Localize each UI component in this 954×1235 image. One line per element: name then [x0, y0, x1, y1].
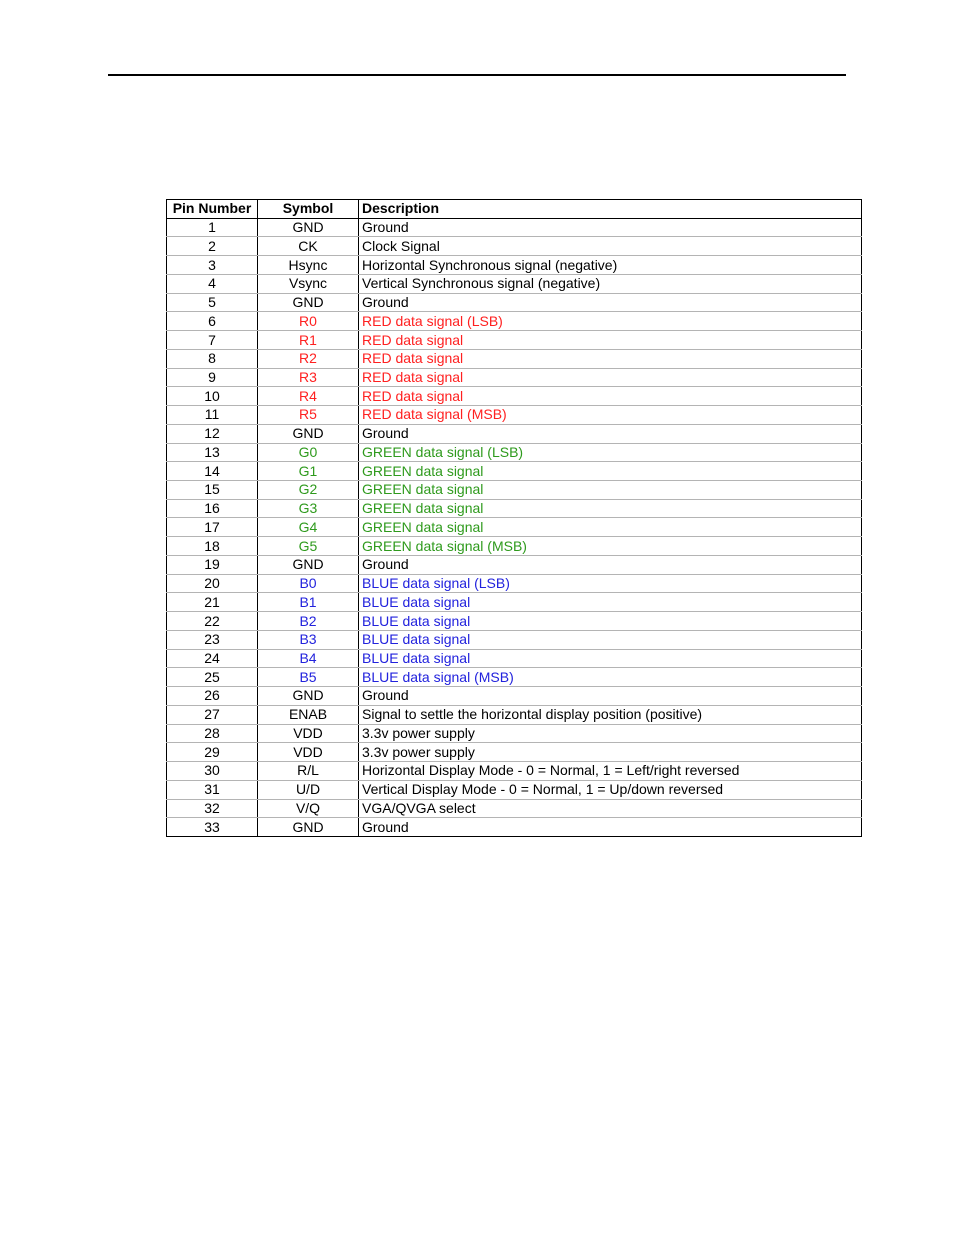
pin-number-cell: 24: [167, 649, 258, 668]
table-row: [167, 387, 862, 406]
description-cell: GREEN data signal: [359, 518, 862, 537]
description-cell: Ground: [359, 555, 862, 574]
description-cell: GREEN data signal: [359, 499, 862, 518]
description-cell: Horizontal Synchronous signal (negative): [359, 256, 862, 275]
pin-number-cell: 31: [167, 780, 258, 799]
description-cell: Ground: [359, 293, 862, 312]
symbol-cell: CK: [258, 237, 359, 256]
symbol-cell: R2: [258, 349, 359, 368]
table-row: [167, 518, 862, 537]
pin-number-cell: 26: [167, 687, 258, 706]
table-row: [167, 256, 862, 275]
table-row: [167, 668, 862, 687]
symbol-cell: G3: [258, 499, 359, 518]
table-row: [167, 630, 862, 649]
symbol-cell: G2: [258, 481, 359, 500]
table-row: [167, 481, 862, 500]
table-row: [167, 331, 862, 350]
pin-number-cell: 18: [167, 537, 258, 556]
pin-number-cell: 3: [167, 256, 258, 275]
description-cell: VGA/QVGA select: [359, 799, 862, 818]
pin-number-cell: 19: [167, 555, 258, 574]
description-cell: Vertical Synchronous signal (negative): [359, 274, 862, 293]
pin-number-cell: 15: [167, 481, 258, 500]
pin-number-cell: 5: [167, 293, 258, 312]
header-symbol: Symbol: [258, 200, 359, 219]
description-cell: Clock Signal: [359, 237, 862, 256]
description-cell: Ground: [359, 687, 862, 706]
description-cell: GREEN data signal (MSB): [359, 537, 862, 556]
pin-number-cell: 9: [167, 368, 258, 387]
description-cell: GREEN data signal (LSB): [359, 443, 862, 462]
symbol-cell: B2: [258, 612, 359, 631]
table-row: [167, 743, 862, 762]
description-cell: GREEN data signal: [359, 481, 862, 500]
description-cell: BLUE data signal: [359, 593, 862, 612]
pin-number-cell: 4: [167, 274, 258, 293]
table-header-row: [167, 200, 862, 219]
table-row: [167, 818, 862, 837]
description-cell: BLUE data signal (MSB): [359, 668, 862, 687]
symbol-cell: R3: [258, 368, 359, 387]
pin-number-cell: 7: [167, 331, 258, 350]
table-row: [167, 649, 862, 668]
symbol-cell: R0: [258, 312, 359, 331]
header-pin-number: Pin Number: [167, 200, 258, 219]
table-row: [167, 799, 862, 818]
table-row: [167, 349, 862, 368]
description-cell: RED data signal: [359, 331, 862, 350]
symbol-cell: ENAB: [258, 705, 359, 724]
symbol-cell: R4: [258, 387, 359, 406]
pin-number-cell: 30: [167, 762, 258, 781]
description-cell: BLUE data signal: [359, 630, 862, 649]
pin-number-cell: 25: [167, 668, 258, 687]
symbol-cell: R5: [258, 406, 359, 425]
symbol-cell: B3: [258, 630, 359, 649]
table-row: [167, 462, 862, 481]
pin-assignment-table: [166, 199, 862, 837]
symbol-cell: V/Q: [258, 799, 359, 818]
pin-number-cell: 21: [167, 593, 258, 612]
pin-number-cell: 12: [167, 424, 258, 443]
symbol-cell: GND: [258, 293, 359, 312]
pin-number-cell: 22: [167, 612, 258, 631]
table-row: [167, 499, 862, 518]
table-row: [167, 762, 862, 781]
symbol-cell: R1: [258, 331, 359, 350]
table-row: [167, 555, 862, 574]
symbol-cell: G1: [258, 462, 359, 481]
pin-number-cell: 27: [167, 705, 258, 724]
table-row: [167, 574, 862, 593]
description-cell: Horizontal Display Mode - 0 = Normal, 1 = Left/right reversed: [359, 762, 862, 781]
symbol-cell: GND: [258, 424, 359, 443]
table-row: [167, 537, 862, 556]
pin-number-cell: 17: [167, 518, 258, 537]
pin-number-cell: 2: [167, 237, 258, 256]
pin-number-cell: 20: [167, 574, 258, 593]
table-row: [167, 687, 862, 706]
pin-number-cell: 23: [167, 630, 258, 649]
description-cell: BLUE data signal: [359, 649, 862, 668]
description-cell: Ground: [359, 818, 862, 837]
header-description: Description: [359, 200, 862, 219]
description-cell: RED data signal: [359, 368, 862, 387]
symbol-cell: GND: [258, 687, 359, 706]
symbol-cell: B4: [258, 649, 359, 668]
table-row: [167, 312, 862, 331]
symbol-cell: GND: [258, 555, 359, 574]
pin-number-cell: 33: [167, 818, 258, 837]
description-cell: Ground: [359, 218, 862, 237]
table-row: [167, 780, 862, 799]
pin-number-cell: 16: [167, 499, 258, 518]
symbol-cell: VDD: [258, 724, 359, 743]
table-row: [167, 274, 862, 293]
table-row: [167, 724, 862, 743]
symbol-cell: Hsync: [258, 256, 359, 275]
symbol-cell: G0: [258, 443, 359, 462]
description-cell: 3.3v power supply: [359, 743, 862, 762]
description-cell: RED data signal (LSB): [359, 312, 862, 331]
table-row: [167, 368, 862, 387]
pin-number-cell: 8: [167, 349, 258, 368]
symbol-cell: G5: [258, 537, 359, 556]
symbol-cell: GND: [258, 218, 359, 237]
description-cell: Ground: [359, 424, 862, 443]
symbol-cell: B0: [258, 574, 359, 593]
description-cell: RED data signal (MSB): [359, 406, 862, 425]
description-cell: RED data signal: [359, 349, 862, 368]
pin-number-cell: 32: [167, 799, 258, 818]
symbol-cell: VDD: [258, 743, 359, 762]
pin-number-cell: 6: [167, 312, 258, 331]
table-row: [167, 612, 862, 631]
header-rule: [108, 74, 846, 76]
pin-number-cell: 28: [167, 724, 258, 743]
description-cell: BLUE data signal: [359, 612, 862, 631]
pin-number-cell: 14: [167, 462, 258, 481]
pin-number-cell: 11: [167, 406, 258, 425]
table-row: [167, 237, 862, 256]
table-row: [167, 293, 862, 312]
description-cell: GREEN data signal: [359, 462, 862, 481]
symbol-cell: Vsync: [258, 274, 359, 293]
table-row: [167, 705, 862, 724]
description-cell: BLUE data signal (LSB): [359, 574, 862, 593]
table-row: [167, 406, 862, 425]
symbol-cell: U/D: [258, 780, 359, 799]
table-row: [167, 593, 862, 612]
description-cell: Vertical Display Mode - 0 = Normal, 1 = Up/down reversed: [359, 780, 862, 799]
pin-number-cell: 10: [167, 387, 258, 406]
pin-number-cell: 13: [167, 443, 258, 462]
description-cell: RED data signal: [359, 387, 862, 406]
description-cell: Signal to settle the horizontal display position (positive): [359, 705, 862, 724]
table-row: [167, 218, 862, 237]
table-row: [167, 443, 862, 462]
symbol-cell: B5: [258, 668, 359, 687]
description-cell: 3.3v power supply: [359, 724, 862, 743]
symbol-cell: R/L: [258, 762, 359, 781]
pin-number-cell: 1: [167, 218, 258, 237]
pin-number-cell: 29: [167, 743, 258, 762]
symbol-cell: GND: [258, 818, 359, 837]
symbol-cell: G4: [258, 518, 359, 537]
table-row: [167, 424, 862, 443]
table-body: [167, 218, 862, 836]
symbol-cell: B1: [258, 593, 359, 612]
